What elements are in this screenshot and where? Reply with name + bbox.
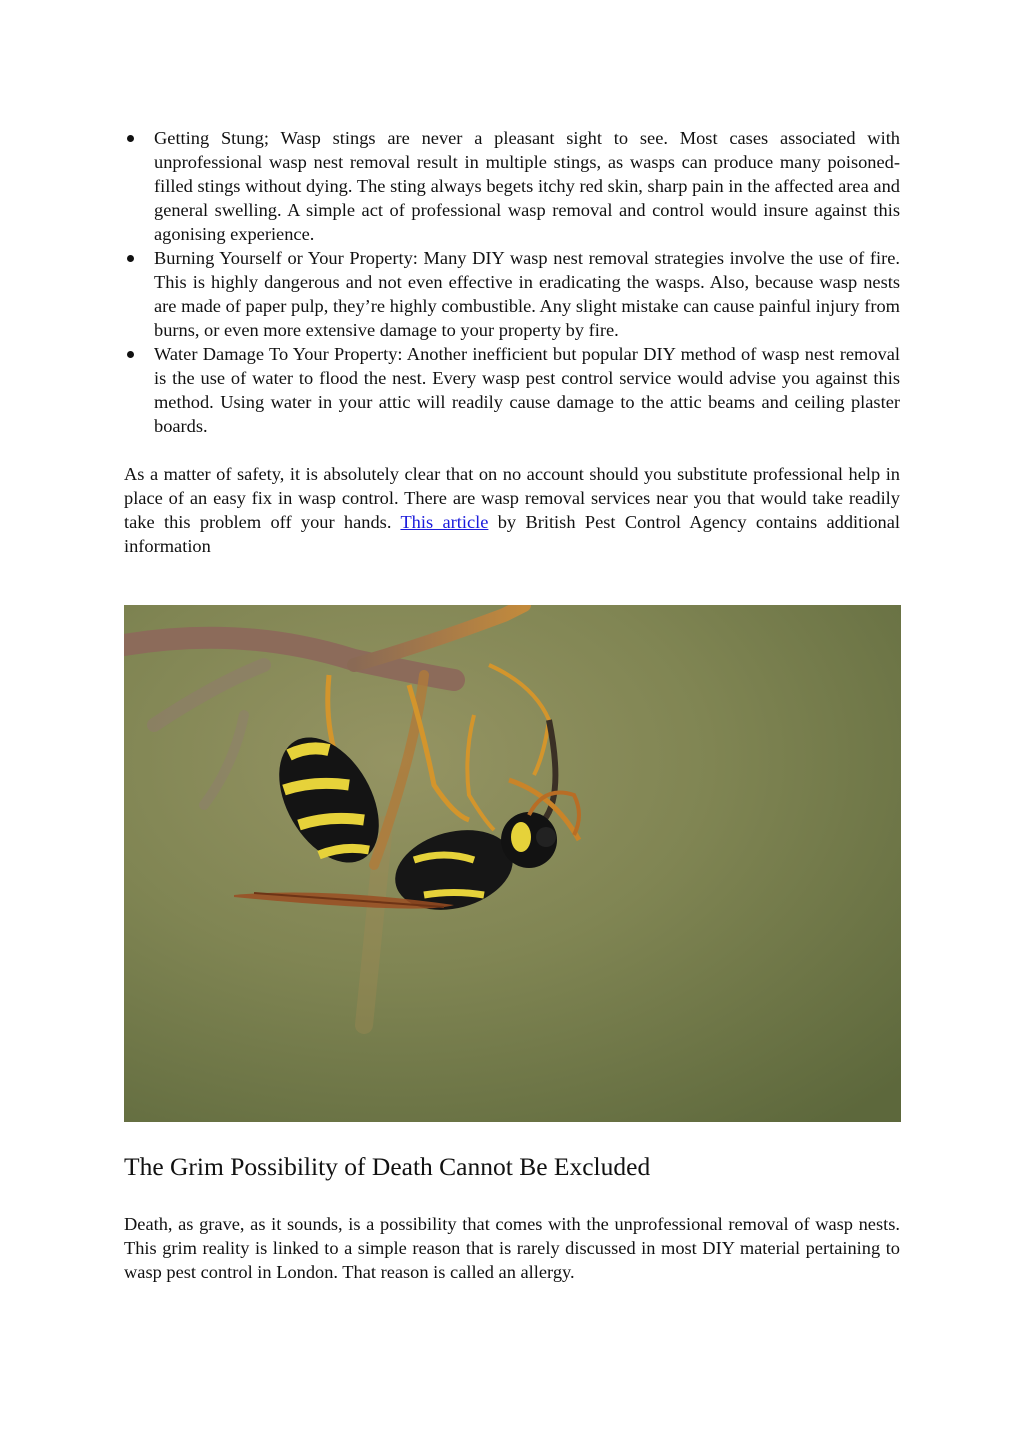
bullet-dot-icon bbox=[127, 255, 134, 262]
safety-text-after-link: by British Pest Control Agency contains additional information bbox=[124, 512, 900, 556]
section-heading: The Grim Possibility of Death Cannot Be Excluded bbox=[124, 1152, 651, 1181]
bullet-item-getting-stung bbox=[124, 126, 900, 246]
bullet-item-burning bbox=[124, 246, 900, 342]
bullet-text: Water Damage To Your Property: Another inefficient but popular DIY method of wasp nest removal is the use of water to flood the nest. Every wasp pest control service would advise you against this method. Using water in your attic will readily cause damage to the attic beams and ceiling plaster boards. bbox=[154, 344, 900, 436]
bullet-dot-icon bbox=[127, 135, 134, 142]
bullet-text: Getting Stung; Wasp stings are never a pleasant sight to see. Most cases associated with unprofessional wasp nest removal result in multiple stings, as wasps can produce many poisoned-filled stings without dying. The sting always begets itchy red skin, sharp pain in the affected area and general swelling. A simple act of professional wasp removal and control would insure against this agonising experience. bbox=[154, 128, 900, 244]
bullet-text: Burning Yourself or Your Property: Many DIY wasp nest removal strategies involve the use of fire. This is highly dangerous and not even effective in eradicating the wasps. Also, because wasp nests are made of paper pulp, they’re highly combustible. Any slight mistake can cause painful injury from burns, or even more extensive damage to your property by fire. bbox=[154, 248, 900, 340]
allergy-paragraph: Death, as grave, as it sounds, is a possibility that comes with the unprofessional removal of wasp nests. This grim reality is linked to a simple reason that is rarely discussed in most DIY material pertaining to wasp pest control in London. That reason is called an allergy. bbox=[124, 1214, 900, 1282]
bullet-dot-icon bbox=[127, 351, 134, 358]
safety-paragraph bbox=[124, 462, 900, 558]
document-page bbox=[124, 126, 900, 1284]
this-article-link[interactable]: This article bbox=[400, 512, 489, 532]
bullet-item-water-damage bbox=[124, 342, 900, 438]
wasp-photo bbox=[124, 605, 901, 1122]
safety-text-before-link: As a matter of safety, it is absolutely clear that on no account should you substitute professional help in place of an easy fix in wasp control. There are wasp removal services near you that would take readily take this problem off your hands. bbox=[124, 464, 900, 532]
bullet-list bbox=[124, 126, 900, 438]
wasp-illustration bbox=[124, 605, 901, 1122]
